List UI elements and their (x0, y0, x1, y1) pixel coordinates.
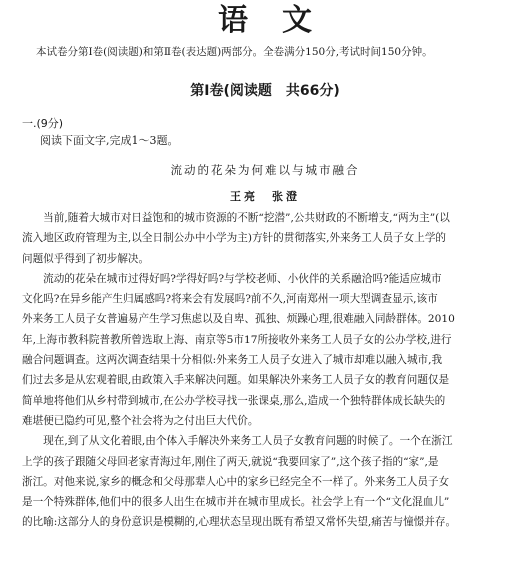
article-line: 文化吗?在异乡能产生归属感吗?将来会有发展吗?前不久,河南郑州一项大型调查显示,该市 (22, 293, 438, 306)
article-line: 现在,到了从文化着眼,由个体入手解决外来务工人员子女教育问题的时候了。一个在浙江 (22, 435, 453, 448)
article-line: 融合问题调查。这两次调查结果十分相似:外来务工人员子女进入了城市却难以融入城市,我 (22, 354, 443, 367)
question-heading: 一.(9分) (22, 117, 64, 130)
section-heading: 第Ⅰ卷(阅读题 共66分) (190, 83, 340, 99)
article-line: 上学的孩子跟随父母回老家青海过年,刚住了两天,就说“我要回家了”,这个孩子指的“家”,是 (22, 455, 439, 468)
article-line: 年,上海市教科院普教所曾选取上海、南京等5市17所接收外来务工人员子女的公办学校,进行 (22, 333, 452, 346)
article-line: 简单地将他们从乡村带到城市,在公办学校寻找一张课桌,那么,造成一个独特群体成长缺失的 (22, 394, 446, 407)
exam-intro (22, 44, 522, 60)
article-line: 浙江。对他来说,家乡的概念和父母那辈人心中的家乡已经完全不一样了。外来务工人员子女 (22, 475, 450, 488)
article-line: 当前,随着大城市对日益饱和的城市资源的不断“挖潜”,公共财政的不断增支,“两为主”(以 (22, 212, 450, 224)
article-line: 流入地区政府管理为主,以全日制公办中小学为主)方针的贯彻落实,外来务工人员子女上学的 (22, 232, 447, 245)
article-line: 是一个特殊群体,他们中的很多人出生在城市并在城市里成长。社会学上有一个“文化混血儿” (22, 496, 450, 509)
article-line: 流动的花朵在城市过得好吗?学得好吗?与学校老师、小伙伴的关系融洽吗?能适应城市 (22, 272, 442, 285)
article-line: 问题似乎得到了初步解决。 (22, 252, 150, 265)
article-line: 难堪便已隐约可见,整个社会将为之付出巨大代价。 (22, 414, 259, 427)
article-authors: 王亮 张澄 (230, 190, 300, 203)
article-title: 流动的花朵为何难以与城市融合 (170, 163, 360, 177)
article-line: 们过去多是从宏观着眼,由政策入手来解决问题。如果解决外来务工人员子女的教育问题仅是 (22, 374, 450, 387)
article-line: 的比喻:这部分人的身份意识是模糊的,心理状态呈现出既有希望又常怀失望,痛苦与憧憬并存。 (22, 516, 457, 529)
question-instruction: 阅读下面文字,完成1～3题。 (40, 134, 179, 147)
article-line: 外来务工人员子女普遍易产生学习焦虑以及自卑、孤独、烦躁心理,很难融入同龄群体。2010 (22, 313, 455, 326)
article-body (22, 208, 522, 533)
intro-line: 本试卷分第Ⅰ卷(阅读题)和第Ⅱ卷(表达题)两部分。全卷满分150分,考试时间150分钟。 (36, 46, 433, 58)
exam-title: 语文 (218, 3, 346, 38)
